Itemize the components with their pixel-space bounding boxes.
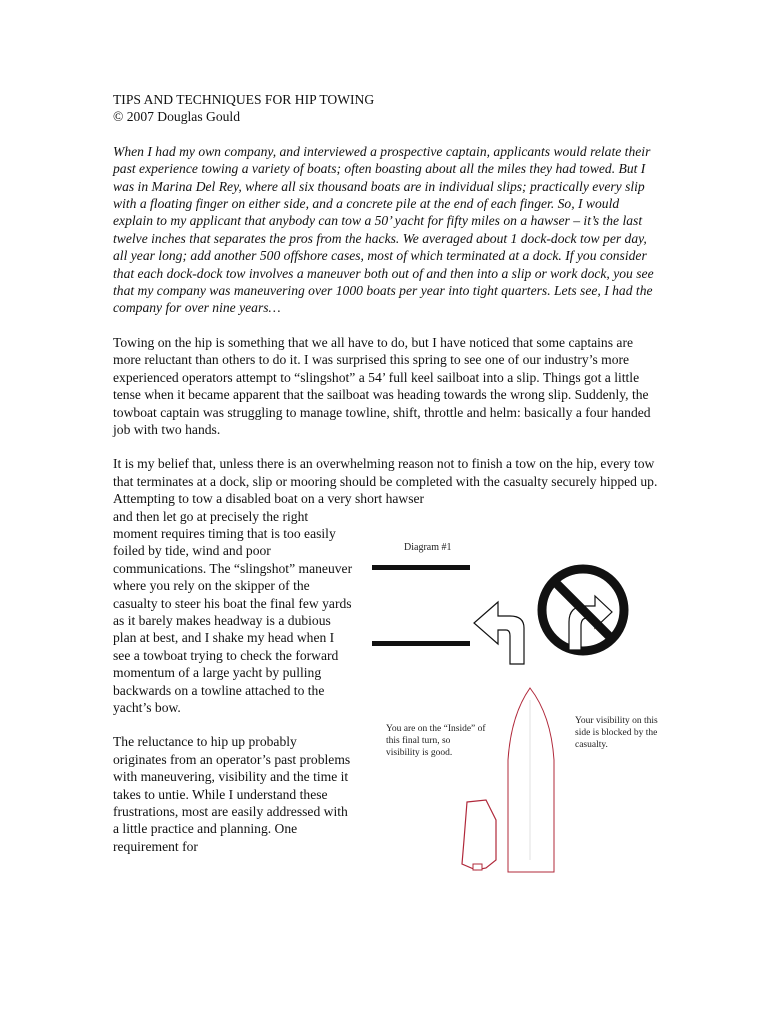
copyright-line: © 2007 Douglas Gould bbox=[113, 109, 241, 125]
diagram-1 bbox=[372, 540, 672, 880]
label-blocked-visibility: Your visibility on this side is blocked by the casualty. bbox=[575, 716, 658, 750]
towboat-engine bbox=[473, 864, 482, 870]
diagram-drawing bbox=[372, 540, 672, 880]
paragraph-1: Towing on the hip is something that we all have to do, but I have noticed that some captains are more reluctant than others to do it. I was surprised this spring to see one of our industry’s more experienced operators attempt to “slingshot” a 54’ full keel sailboat into a slip. Things got a little tense when it became apparent that the sailboat was heading towards the wrong slip. Suddenly, the towboat captain was struggling to manage towline, shift, throttle and helm: basically a four handed job with two hands. bbox=[113, 334, 651, 437]
casualty-boat-icon bbox=[508, 688, 554, 872]
label-inside-visibility: You are on the “Inside” of this final turn, so visibility is good. bbox=[386, 724, 486, 758]
dock-line-top bbox=[372, 565, 470, 570]
paragraph-3: The reluctance to hip up probably originates from an operator’s past problems with maneuvering, visibility and the time it takes to untie. While I understand these frustrations, most are easily addressed with a little practice and planning. One requirement for bbox=[113, 734, 351, 854]
diagram-title: Diagram #1 bbox=[404, 542, 452, 553]
intro-paragraph: When I had my own company, and interviewed a prospective captain, applicants would relate their past experience towing a variety of boats; often boasting about all the miles they had towed. But I was in Marina Del Rey, where all six thousand boats are in individual slips; practically every slip with a floating finger on either side, and a concrete pile at the end of each finger. So, I would explain to my applicant that anybody can tow a 50’ yacht for fifty miles on a hawser – it’s the last twelve inches that separates the pros from the hacks. We averaged about 1 dock-dock tow per day, all year long; add another 500 offshore cases, most of which terminated at a dock. If you consider that each dock-dock tow involves a maneuver both out of and then into a slip or work dock, you see that my company was maneuvering over 1000 boats per year into tight quarters. Lets see, I had the company for over nine years… bbox=[113, 143, 654, 316]
narrow-column bbox=[113, 508, 353, 856]
dock-line-bottom bbox=[372, 641, 470, 646]
towboat-icon bbox=[462, 800, 496, 870]
paragraph-2-narrow: and then let go at precisely the right moment requires timing that is too easily foiled by tide, wind and poor communications. The “slingshot” maneuver where you rely on the skipper of the casualty to steer his boat the final few yards as it barely makes headway is a dubious plan at best, and I shake my head when I see a towboat trying to check the forward momentum of a large yacht by pulling backwards on a towline attached to the yacht’s bow. bbox=[113, 508, 353, 715]
document-title: TIPS AND TECHNIQUES FOR HIP TOWING bbox=[113, 92, 375, 107]
paragraph-2-full: It is my belief that, unless there is an overwhelming reason not to finish a tow on the hip, every tow that terminates at a dock, slip or mooring should be completed with the casualty securely hipped up. Attempting to tow a disabled boat on a very short hawser bbox=[113, 456, 658, 507]
left-turn-arrow-icon bbox=[474, 602, 524, 664]
no-right-turn-sign-icon bbox=[542, 569, 624, 651]
